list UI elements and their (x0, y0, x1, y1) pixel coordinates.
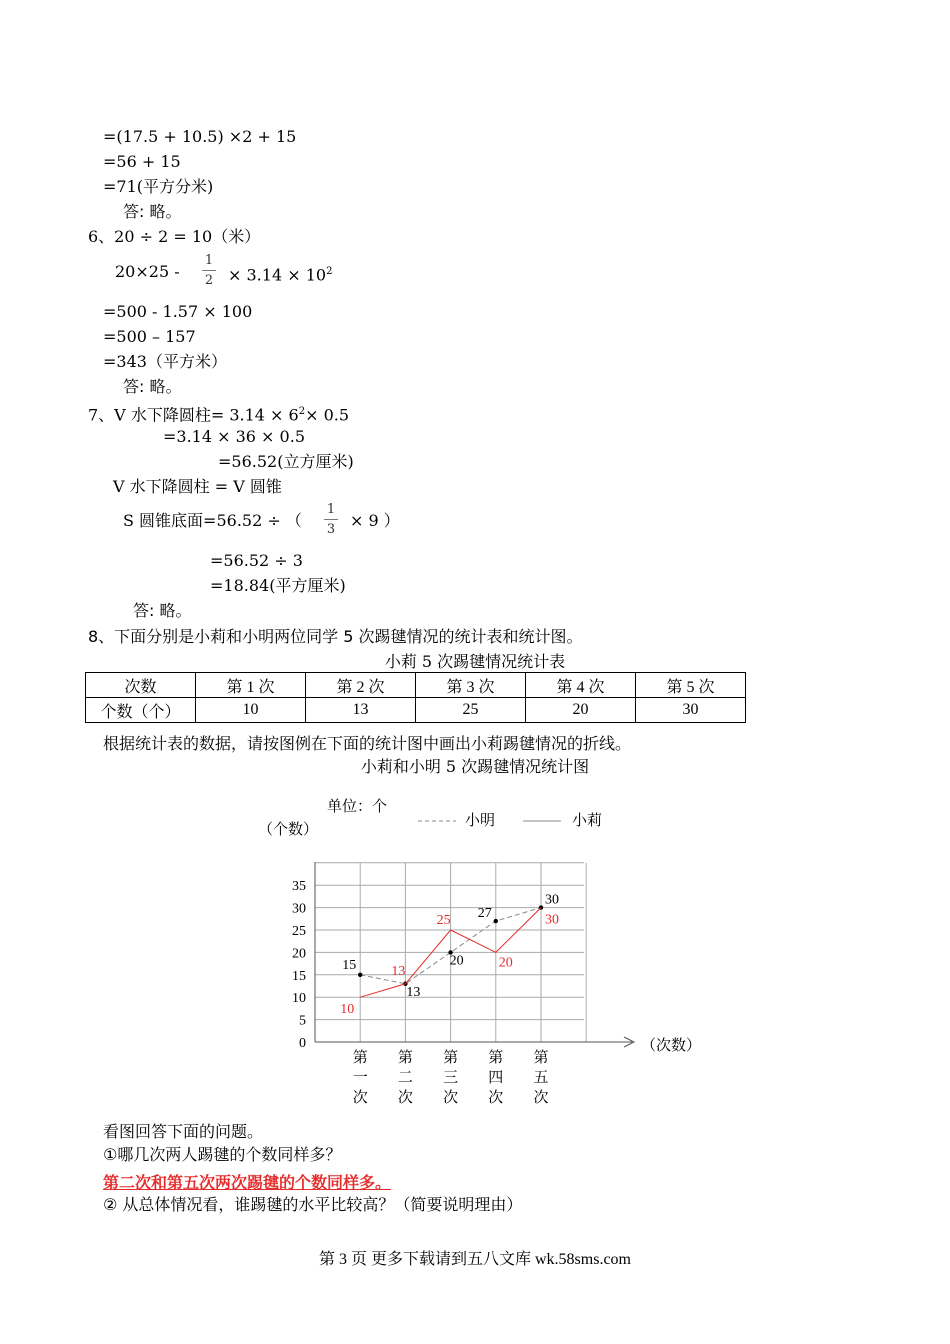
fraction-denominator: 2 (204, 273, 214, 288)
y-tick-label: 15 (292, 968, 306, 984)
page-footer: 第 3 页 更多下载请到五八文库 wk.58sms.com (318, 1251, 631, 1268)
q6-line-5: =343（平方米） (103, 352, 227, 371)
answer-1: 第二次和第五次两次踢毽的个数同样多。 (103, 1173, 392, 1192)
table-header-cell: 第 2 次 (306, 673, 416, 698)
chart-x-axis-label: （次数） (641, 1038, 702, 1054)
fraction-denominator: 3 (326, 522, 336, 537)
chart-axes (292, 862, 634, 1106)
q6-answer: 答: 略。 (123, 377, 182, 396)
chart-marks (340, 893, 559, 1018)
y-tick-label: 35 (292, 879, 306, 895)
table-header-row (86, 673, 746, 698)
y-tick-label: 20 (292, 946, 306, 962)
y-tick-label: 10 (292, 991, 306, 1007)
chart-unit-label: 单位：个 (327, 799, 388, 815)
table-cell: 25 (416, 698, 526, 723)
q7-formula-end: × 0.5 (305, 405, 350, 425)
table-header-cell: 第 4 次 (526, 673, 636, 698)
question-2: ② 从总体情况看，谁踢毽的水平比较高？（简要说明理由） (103, 1195, 523, 1214)
data-label: 13 (391, 963, 406, 979)
x-tick-label: 次 (443, 1090, 459, 1106)
q6-line-4: =500 – 157 (103, 327, 196, 346)
questions-intro: 看图回答下面的问题。 (103, 1122, 264, 1141)
question-6: 6、20 ÷ 2 = 10（米） (88, 227, 261, 246)
table-cell: 30 (636, 698, 746, 723)
y-tick-label: 25 (292, 924, 306, 939)
table-header-cell: 次数 (86, 673, 196, 698)
q7-line-2: =3.14 × 36 × 0.5 (163, 427, 305, 446)
calc-line-1: =(17.5 + 10.5) ×2 + 15 (103, 127, 297, 146)
exponent: 2 (326, 266, 333, 277)
calc-line-2: =56 + 15 (103, 152, 181, 171)
x-tick-label: 次 (397, 1090, 413, 1106)
fraction-one-half (202, 253, 216, 288)
x-tick-label: 次 (352, 1090, 368, 1106)
stats-table (85, 672, 746, 723)
data-label: 15 (342, 957, 357, 973)
x-tick-label: 第 (533, 1050, 549, 1066)
legend-xiaoming-label: 小明 (465, 813, 496, 829)
x-tick-label: 一 (352, 1070, 368, 1086)
chart-instruction: 根据统计表的数据，请按图例在下面的统计图中画出小莉踢毽情况的折线。 (103, 734, 632, 753)
x-tick-label: 五 (533, 1070, 549, 1086)
q7-line-6: =56.52 ÷ 3 (210, 551, 303, 570)
q6-line-3: =500 - 1.57 × 100 (103, 302, 253, 321)
data-label: 30 (545, 892, 559, 908)
exponent: 2 (298, 406, 306, 417)
table-header-cell: 第 5 次 (636, 673, 746, 698)
data-label: 13 (406, 984, 421, 1000)
x-tick-label: 次 (533, 1090, 549, 1106)
table-cell: 20 (526, 698, 636, 723)
x-tick-label: 次 (488, 1090, 504, 1106)
data-label: 25 (436, 913, 451, 928)
q7-line-3: =56.52(立方厘米) (218, 452, 354, 471)
q7-formula-start: 7、V 水下降圆柱= 3.14 × 6 (88, 405, 299, 425)
chart-title: 小莉和小明 5 次踢毽情况统计图 (360, 757, 590, 776)
q7-line-7: =18.84(平方厘米) (210, 576, 346, 595)
x-tick-label: 第 (397, 1050, 413, 1066)
question-1: ①哪几次两人踢毽的个数同样多？ (103, 1145, 342, 1164)
question-7 (88, 402, 349, 425)
data-label: 10 (340, 1002, 355, 1018)
question-8: 8、下面分别是小莉和小明两位同学 5 次踢毽情况的统计表和统计图。 (88, 627, 583, 646)
fraction-numerator: 1 (326, 502, 336, 517)
answer-line: 答: 略。 (123, 202, 182, 221)
data-label: 20 (449, 953, 464, 969)
data-label: 20 (498, 955, 513, 971)
y-tick-label: 30 (292, 901, 306, 917)
x-tick-label: 四 (488, 1070, 504, 1086)
q7-answer: 答: 略。 (133, 601, 192, 620)
q7-formula-s-start: S 圆锥底面=56.52 ÷ （ (123, 511, 302, 530)
table-cell: 10 (196, 698, 306, 723)
x-tick-label: 二 (397, 1070, 413, 1086)
x-tick-label: 三 (443, 1070, 459, 1086)
data-label: 27 (477, 906, 492, 922)
chart-y-axis-label: （个数） (258, 822, 319, 838)
table-title: 小莉 5 次踢毽情况统计表 (384, 652, 566, 671)
table-cell: 13 (306, 698, 416, 723)
y-tick-label: 0 (299, 1036, 306, 1051)
x-tick-label: 第 (352, 1050, 368, 1066)
line-chart (0, 780, 950, 1120)
table-cell: 个数（个） (86, 698, 196, 723)
table-row (86, 698, 746, 723)
fraction-numerator: 1 (204, 253, 214, 268)
q7-line-4: V 水下降圆柱 = V 圆锥 (113, 477, 282, 496)
q6-formula-start: 20×25 - (115, 262, 180, 281)
q7-formula-s-end: × 9 ） (350, 511, 400, 530)
q6-formula-text: × 3.14 × 10 (228, 265, 327, 285)
table-header-cell: 第 3 次 (416, 673, 526, 698)
legend-xiaoli-label: 小莉 (572, 813, 603, 829)
x-tick-label: 第 (443, 1050, 459, 1066)
fraction-one-third (324, 502, 338, 537)
data-point (358, 973, 362, 977)
data-point (494, 919, 498, 923)
table-header-cell: 第 1 次 (196, 673, 306, 698)
calc-line-3: =71(平方分米) (103, 177, 214, 196)
y-tick-label: 5 (299, 1013, 306, 1029)
x-tick-label: 第 (488, 1050, 504, 1066)
data-label: 30 (545, 912, 559, 928)
q6-formula-end (228, 262, 332, 285)
